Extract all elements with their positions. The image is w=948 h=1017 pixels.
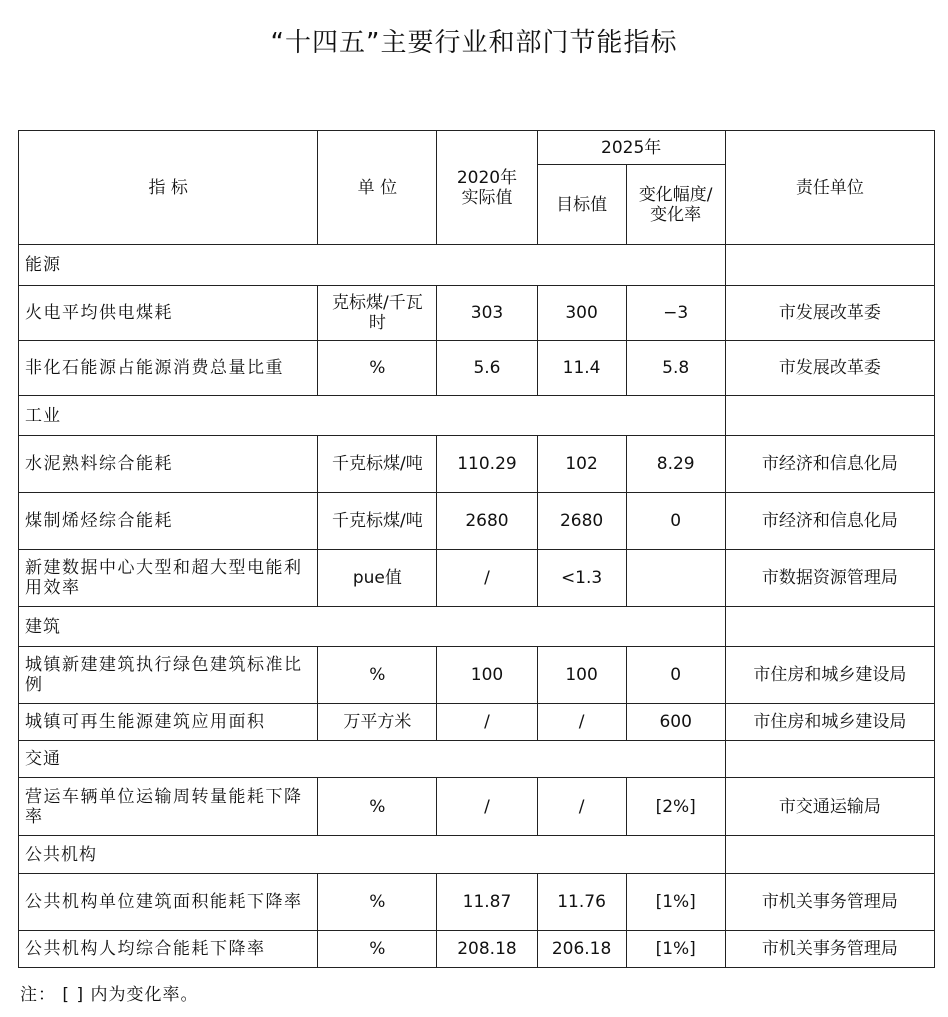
change-cell <box>626 550 725 607</box>
unit-cell: 克标煤/千瓦时 <box>318 286 437 341</box>
indicator-cell: 公共机构单位建筑面积能耗下降率 <box>19 874 318 931</box>
header-indicator: 指 标 <box>19 131 318 245</box>
target-cell: 11.4 <box>537 341 626 396</box>
unit-cell: 千克标煤/吨 <box>318 436 437 493</box>
indicator-cell: 非化石能源占能源消费总量比重 <box>19 341 318 396</box>
table-row <box>19 341 935 396</box>
category-row <box>19 741 935 778</box>
responsible-cell: 市发展改革委 <box>725 286 934 341</box>
category-empty-cell <box>725 607 934 647</box>
header-actual-2020: 2020年实际值 <box>437 131 537 245</box>
responsible-cell: 市经济和信息化局 <box>725 436 934 493</box>
indicator-cell: 新建数据中心大型和超大型电能利用效率 <box>19 550 318 607</box>
actual-2020-cell: 11.87 <box>437 874 537 931</box>
actual-2020-cell: / <box>437 778 537 836</box>
category-row <box>19 607 935 647</box>
change-cell: 0 <box>626 493 725 550</box>
category-row <box>19 245 935 286</box>
unit-cell: % <box>318 647 437 704</box>
table-row <box>19 647 935 704</box>
category-label: 工业 <box>19 396 726 436</box>
header-year-2025: 2025年 <box>537 131 725 165</box>
unit-cell: 千克标煤/吨 <box>318 493 437 550</box>
indicator-table <box>18 130 935 968</box>
change-cell: 8.29 <box>626 436 725 493</box>
target-cell: / <box>537 778 626 836</box>
table-row <box>19 493 935 550</box>
responsible-cell: 市交通运输局 <box>725 778 934 836</box>
category-row <box>19 396 935 436</box>
responsible-cell: 市经济和信息化局 <box>725 493 934 550</box>
category-label: 公共机构 <box>19 836 726 874</box>
actual-2020-cell: 2680 <box>437 493 537 550</box>
page-title: “十四五”主要行业和部门节能指标 <box>270 28 678 58</box>
change-cell: 0 <box>626 647 725 704</box>
target-cell: <1.3 <box>537 550 626 607</box>
change-cell: 600 <box>626 704 725 741</box>
actual-2020-cell: / <box>437 704 537 741</box>
table-row <box>19 931 935 968</box>
indicator-cell: 火电平均供电煤耗 <box>19 286 318 341</box>
table-row <box>19 704 935 741</box>
target-cell: 102 <box>537 436 626 493</box>
target-cell: 11.76 <box>537 874 626 931</box>
target-cell: 100 <box>537 647 626 704</box>
footnote: 注： [ ] 内为变化率。 <box>20 985 199 1005</box>
change-cell: [2%] <box>626 778 725 836</box>
target-cell: 2680 <box>537 493 626 550</box>
unit-cell: 万平方米 <box>318 704 437 741</box>
table-row <box>19 874 935 931</box>
responsible-cell: 市发展改革委 <box>725 341 934 396</box>
change-cell: 5.8 <box>626 341 725 396</box>
category-row <box>19 836 935 874</box>
actual-2020-cell: / <box>437 550 537 607</box>
responsible-cell: 市机关事务管理局 <box>725 874 934 931</box>
header-target: 目标值 <box>537 165 626 245</box>
category-label: 交通 <box>19 741 726 778</box>
table-row <box>19 778 935 836</box>
unit-cell: % <box>318 341 437 396</box>
target-cell: 300 <box>537 286 626 341</box>
header-change: 变化幅度/变化率 <box>626 165 725 245</box>
actual-2020-cell: 303 <box>437 286 537 341</box>
actual-2020-cell: 100 <box>437 647 537 704</box>
indicator-cell: 水泥熟料综合能耗 <box>19 436 318 493</box>
indicator-cell: 煤制烯烃综合能耗 <box>19 493 318 550</box>
unit-cell: % <box>318 874 437 931</box>
category-empty-cell <box>725 396 934 436</box>
header-responsible: 责任单位 <box>725 131 934 245</box>
unit-cell: % <box>318 931 437 968</box>
indicator-cell: 城镇新建建筑执行绿色建筑标准比例 <box>19 647 318 704</box>
category-empty-cell <box>725 741 934 778</box>
target-cell: 206.18 <box>537 931 626 968</box>
indicator-cell: 营运车辆单位运输周转量能耗下降率 <box>19 778 318 836</box>
responsible-cell: 市数据资源管理局 <box>725 550 934 607</box>
unit-cell: % <box>318 778 437 836</box>
category-empty-cell <box>725 245 934 286</box>
change-cell: −3 <box>626 286 725 341</box>
table-body <box>19 245 935 968</box>
responsible-cell: 市机关事务管理局 <box>725 931 934 968</box>
indicator-cell: 公共机构人均综合能耗下降率 <box>19 931 318 968</box>
table-row <box>19 436 935 493</box>
responsible-cell: 市住房和城乡建设局 <box>725 647 934 704</box>
unit-cell: pue值 <box>318 550 437 607</box>
category-label: 能源 <box>19 245 726 286</box>
table-row <box>19 286 935 341</box>
responsible-cell: 市住房和城乡建设局 <box>725 704 934 741</box>
actual-2020-cell: 5.6 <box>437 341 537 396</box>
category-label: 建筑 <box>19 607 726 647</box>
category-empty-cell <box>725 836 934 874</box>
actual-2020-cell: 208.18 <box>437 931 537 968</box>
target-cell: / <box>537 704 626 741</box>
header-unit: 单 位 <box>318 131 437 245</box>
table-row <box>19 550 935 607</box>
indicator-cell: 城镇可再生能源建筑应用面积 <box>19 704 318 741</box>
change-cell: [1%] <box>626 874 725 931</box>
change-cell: [1%] <box>626 931 725 968</box>
actual-2020-cell: 110.29 <box>437 436 537 493</box>
